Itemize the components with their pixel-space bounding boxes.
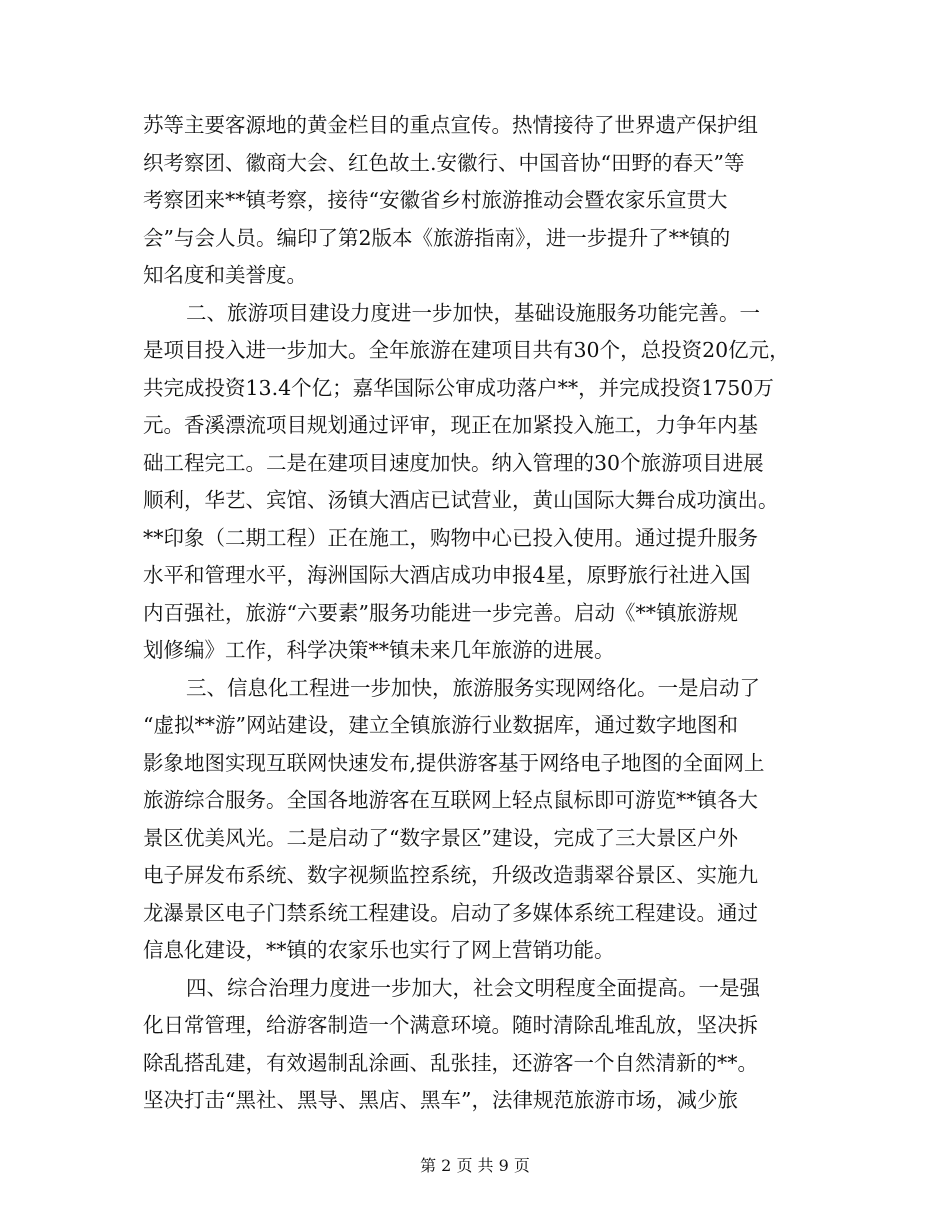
text-line: 织考察团、徽商大会、红色故土.安徽行、中国音协“田野的春天”等 (143, 151, 745, 175)
text-line: 电子屏发布系统、数字视频监控系统，升级改造翡翠谷景区、实施九 (143, 863, 758, 887)
text-line: 知名度和美誉度。 (143, 263, 307, 287)
text-line: 除乱搭乱建，有效遏制乱涂画、乱张挂，还游客一个自然清新的**。 (143, 1051, 758, 1075)
text-line: 考察团来**镇考察，接待“安徽省乡村旅游推动会暨农家乐宣贯大 (143, 188, 728, 212)
text-line: 会”与会人员。编印了第2版本《旅游指南》，进一步提升了**镇的 (143, 226, 731, 250)
text-line: 顺利，华艺、宾馆、汤镇大酒店已试营业，黄山国际大舞台成功演出。 (143, 488, 779, 512)
text-line: 划修编》工作，科学决策**镇未来几年旅游的进展。 (143, 638, 615, 662)
text-line: 化日常管理，给游客制造一个满意环境。随时清除乱堆乱放，坚决拆 (143, 1013, 758, 1037)
text-line: 是项目投入进一步加大。全年旅游在建项目共有30个，总投资20亿元， (143, 338, 790, 362)
text-line: 旅游综合服务。全国各地游客在互联网上轻点鼠标即可游览**镇各大 (143, 788, 758, 812)
text-line: 元。香溪漂流项目规划通过评审，现正在加紧投入施工，力争年内基 (143, 413, 758, 437)
text-line: 础工程完工。二是在建项目速度加快。纳入管理的30个旅游项目进展 (143, 451, 764, 475)
text-line: 坚决打击“黑社、黑导、黑店、黑车”，法律规范旅游市场，减少旅 (143, 1088, 738, 1112)
text-line: **印象（二期工程）正在施工，购物中心已投入使用。通过提升服务 (143, 526, 758, 550)
text-line: “虚拟**游”网站建设，建立全镇旅游行业数据库，通过数字地图和 (143, 713, 738, 737)
text-line: 内百强社，旅游“六要素”服务功能进一步完善。启动《**镇旅游规 (143, 601, 738, 625)
text-line: 共完成投资13.4个亿；嘉华国际公审成功落户**，并完成投资1750万 (143, 376, 774, 400)
paragraph-heading-line: 二、旅游项目建设力度进一步加快，基础设施服务功能完善。一 (186, 301, 760, 325)
text-line: 苏等主要客源地的黄金栏目的重点宣传。热情接待了世界遗产保护组 (143, 113, 758, 137)
text-line: 影象地图实现互联网快速发布,提供游客基于网络电子地图的全面网上 (143, 751, 765, 775)
text-line: 景区优美风光。二是启动了“数字景区”建设，完成了三大景区户外 (143, 826, 738, 850)
text-line: 龙瀑景区电子门禁系统工程建设。启动了多媒体系统工程建设。通过 (143, 901, 758, 925)
paragraph-heading-line: 四、综合治理力度进一步加大，社会文明程度全面提高。一是强 (186, 976, 760, 1000)
page-footer: 第 2 页 共 9 页 (420, 1156, 530, 1175)
paragraph-heading-line: 三、信息化工程进一步加快，旅游服务实现网络化。一是启动了 (186, 676, 760, 700)
text-line: 水平和管理水平，海洲国际大酒店成功申报4星，原野旅行社进入国 (143, 563, 751, 587)
text-line: 信息化建设，**镇的农家乐也实行了网上营销功能。 (143, 938, 615, 962)
